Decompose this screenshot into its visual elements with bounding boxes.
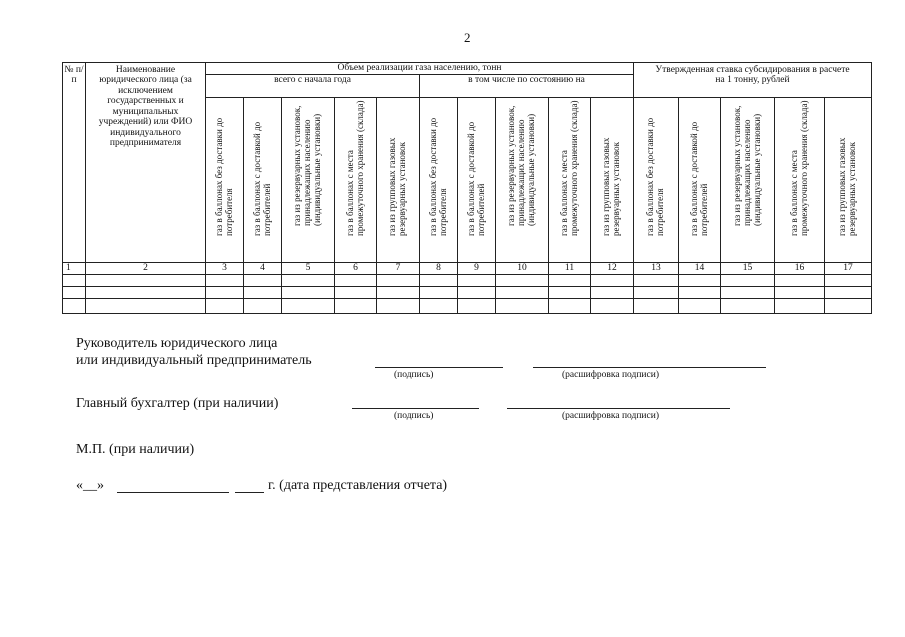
header-cat-6: газ в баллонах с места промежуточного хранения (склада) [335,98,377,263]
column-number-row [63,263,872,275]
column-number: 17 [825,263,872,275]
column-number: 12 [591,263,634,275]
accountant-signature-caption: (подпись) [394,411,434,421]
accountant-signature-line [352,408,479,409]
accountant-title: Главный бухгалтер (при наличии) [76,396,279,411]
header-cat-13: газ в баллонах без доставки до потребителя [634,98,679,263]
date-suffix: г. (дата представления отчета) [268,478,448,493]
header-cat-7: газ из групповых газовых резервуарных установок [377,98,420,263]
column-number: 1 [63,263,86,275]
head-title-line2: или индивидуальный предприниматель [76,353,312,368]
page-number: 2 [464,30,471,45]
header-as-of-date: в том числе по состоянию на [420,75,634,98]
column-number: 16 [775,263,825,275]
stamp-label: М.П. (при наличии) [76,442,195,457]
column-number: 11 [549,263,591,275]
column-number: 2 [86,263,206,275]
column-number: 10 [496,263,549,275]
column-number: 13 [634,263,679,275]
header-cat-10: газ из резервуарных установок, принадлежащих населению (индивидуальные установки) [496,98,549,263]
header-entity-name: Наименование юридического лица (за исключением государственных и муниципальных учреждений) или ФИО индивидуального предпринимателя [86,63,206,263]
head-decode-line [533,367,766,368]
date-year-line [235,492,264,493]
header-cat-14: газ в баллонах с доставкой до потребителей [679,98,721,263]
head-signature-caption: (подпись) [394,370,434,380]
accountant-decode-caption: (расшифровка подписи) [562,411,659,421]
header-row-number: № п/п [63,63,86,263]
column-number: 4 [244,263,282,275]
header-rate-group: Утвержденная ставка субсидирования в расчете на 1 тонну, рублей [634,63,872,98]
header-cat-5: газ из резервуарных установок, принадлежащих населению (индивидуальные установки) [282,98,335,263]
header-cat-12: газ из групповых газовых резервуарных установок [591,98,634,263]
date-month-line [117,492,229,493]
report-table [62,62,872,314]
column-number: 7 [377,263,420,275]
table-row [63,275,872,287]
header-volume-group: Объем реализации газа населению, тонн [206,63,634,75]
column-number: 3 [206,263,244,275]
column-number: 14 [679,263,721,275]
header-cat-11: газ в баллонах с места промежуточного хранения (склада) [549,98,591,263]
column-number: 9 [458,263,496,275]
column-number: 6 [335,263,377,275]
table-row [63,287,872,299]
table-row [63,299,872,314]
column-number: 15 [721,263,775,275]
header-total-since-year-start: всего с начала года [206,75,420,98]
header-cat-4: газ в баллонах с доставкой до потребителей [244,98,282,263]
column-number: 5 [282,263,335,275]
column-number: 8 [420,263,458,275]
header-cat-15: газ из резервуарных установок, принадлежащих населению (индивидуальные установки) [721,98,775,263]
head-title-line1: Руководитель юридического лица [76,336,278,351]
head-decode-caption: (расшифровка подписи) [562,370,659,380]
date-prefix: «__» [76,478,104,493]
header-cat-9: газ в баллонах с доставкой до потребителей [458,98,496,263]
header-cat-3: газ в баллонах без доставки до потребителя [206,98,244,263]
accountant-decode-line [507,408,730,409]
header-cat-8: газ в баллонах без доставки до потребителя [420,98,458,263]
header-cat-16: газ в баллонах с места промежуточного хранения (склада) [775,98,825,263]
header-cat-17: газ из групповых газовых резервуарных установок [825,98,872,263]
head-signature-line [375,367,503,368]
